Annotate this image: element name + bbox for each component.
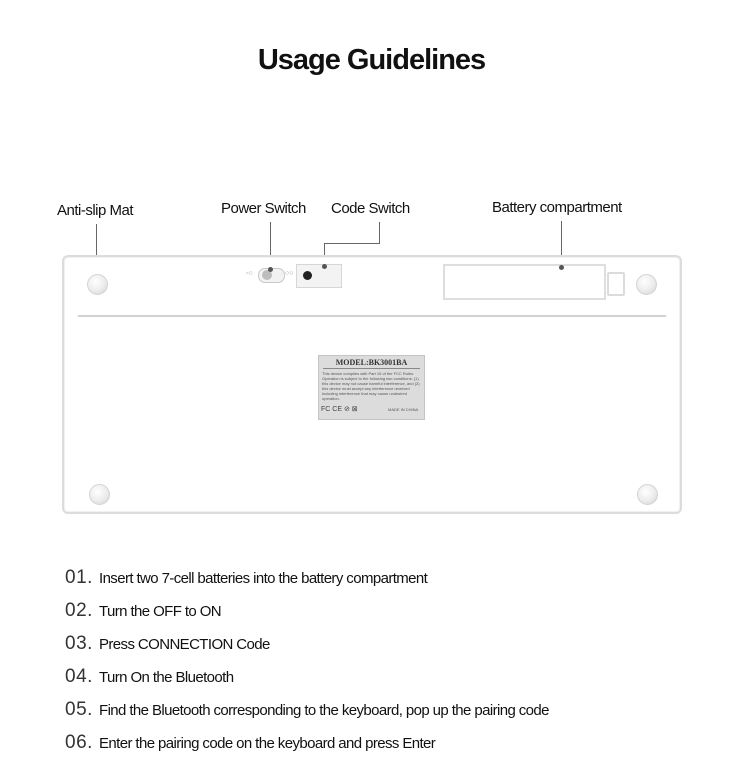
step-number: 03.: [65, 633, 93, 654]
battery-compartment: [443, 264, 606, 300]
list-item: [65, 699, 549, 725]
code-switch-pointer-dot: [322, 264, 327, 269]
anti-slip-foot-bottom-left: [89, 484, 110, 505]
step-number: 04.: [65, 666, 93, 687]
anti-slip-foot-bottom-right: [637, 484, 658, 505]
certification-icons: FC CE ⊘ ⊠: [321, 406, 358, 413]
step-text: Press CONNECTION Code: [99, 635, 270, 653]
list-item: [65, 567, 427, 593]
step-text: Turn On the Bluetooth: [99, 668, 234, 686]
keyboard-edge-line: [78, 315, 666, 317]
step-text: Find the Bluetooth corresponding to the keyboard, pop up the pairing code: [99, 701, 549, 719]
anti-slip-foot-top-right: [636, 274, 657, 295]
code-switch-dot: [303, 271, 312, 280]
fcc-statement: This device complies with Part 15 of the FCC Rules. Operation is subject to the following two conditions: (1) this device may not cause harmful interference, and (2) this device must accept any interference received including interference that may cause undesired operation.: [322, 371, 420, 401]
list-item: [65, 600, 221, 626]
code-switch-leader-line-h: [324, 243, 380, 244]
step-number: 06.: [65, 732, 93, 753]
step-number: 02.: [65, 600, 93, 621]
switch-on-mark-icon: ○○: [285, 270, 294, 277]
power-switch-label: Power Switch: [221, 200, 306, 217]
list-item: [65, 666, 233, 692]
switch-off-mark-icon: ◦○: [246, 270, 253, 277]
code-switch-label: Code Switch: [331, 200, 410, 217]
step-number: 05.: [65, 699, 93, 720]
battery-compartment-label: Battery compartment: [492, 199, 622, 216]
list-item: [65, 633, 270, 659]
battery-latch: [607, 272, 625, 296]
list-item: [65, 732, 435, 758]
step-text: Enter the pairing code on the keyboard and press Enter: [99, 734, 436, 752]
power-switch-pointer-dot: [268, 267, 273, 272]
battery-pointer-dot: [559, 265, 564, 270]
step-text: Turn the OFF to ON: [99, 602, 222, 620]
step-text: Insert two 7-cell batteries into the battery compartment: [99, 569, 428, 587]
anti-slip-foot-top-left: [87, 274, 108, 295]
model-number: MODEL:BK3001BA: [323, 358, 420, 369]
step-number: 01.: [65, 567, 93, 588]
page-title: Usage Guidelines: [257, 44, 486, 76]
made-in-label: MADE IN CHINA: [388, 407, 419, 412]
code-switch-leader-line: [379, 222, 380, 243]
anti-slip-mat-label: Anti-slip Mat: [57, 202, 134, 219]
